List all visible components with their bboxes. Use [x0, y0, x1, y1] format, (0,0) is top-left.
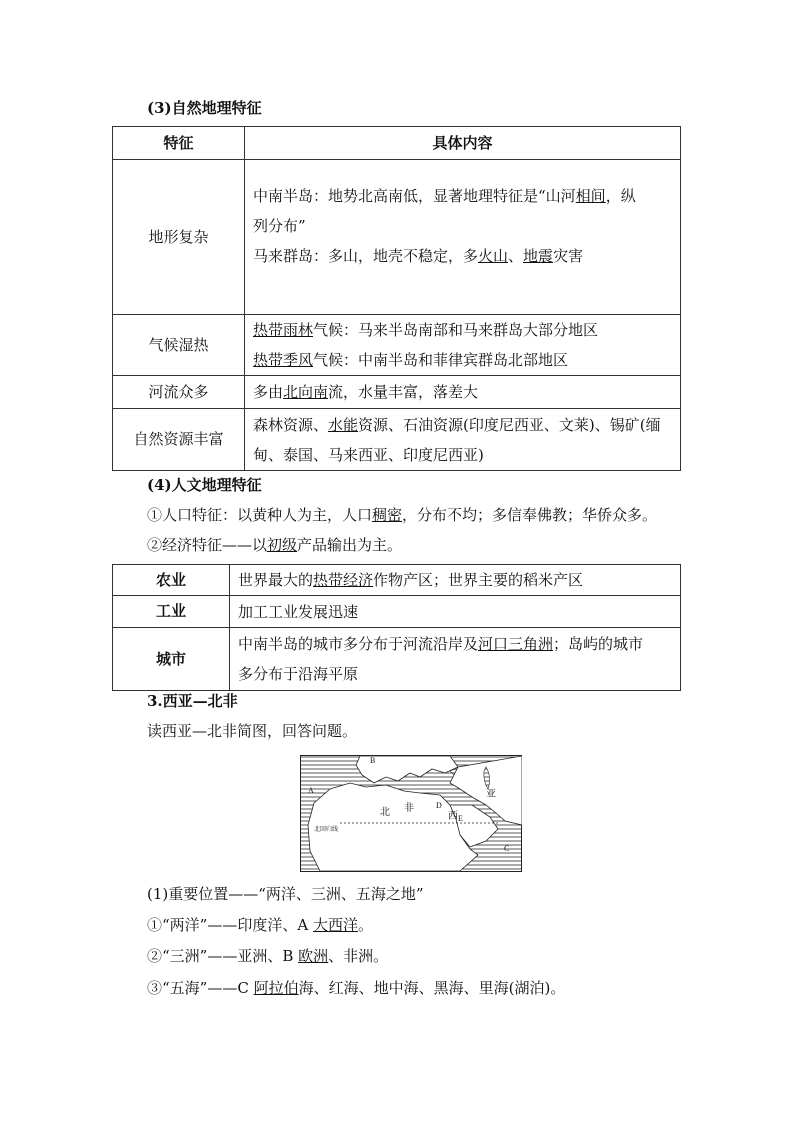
feature-cell: 自然资源丰富: [113, 409, 245, 471]
underlined-answer: 大西洋: [312, 916, 358, 934]
feature-cell: 河流众多: [113, 376, 245, 409]
text-segment: 世界最大的: [238, 571, 314, 589]
text-segment: ②“三洲”——亚洲、B: [147, 947, 299, 965]
text-segment: 气候：中南半岛和菲律宾群岛北部地区: [313, 351, 569, 369]
underlined-answer: 热带季风: [253, 351, 314, 369]
text-segment: 产品输出为主。: [297, 536, 403, 554]
text-segment: 中南半岛：地势北高南低，显著地理特征是“山河: [253, 187, 576, 205]
text-segment: 流，水量丰富，落差大: [328, 383, 479, 401]
content-line: [253, 211, 672, 241]
table-row: [113, 315, 681, 376]
content-line: [238, 629, 672, 659]
list-item: [147, 914, 373, 936]
underlined-answer: 阿拉伯: [253, 979, 299, 997]
underlined-answer: 地震: [523, 247, 554, 265]
content-line: [253, 345, 672, 375]
table-row: [113, 376, 681, 409]
text-segment: ，纵: [605, 187, 636, 205]
content-line: [253, 440, 672, 470]
economy-feature: [147, 534, 402, 556]
text-segment: 作物产区；世界主要的稻米产区: [373, 571, 584, 589]
table-row: [113, 565, 681, 596]
text-segment: 。: [357, 916, 373, 934]
content-line: [238, 597, 672, 627]
section-heading: 3.西亚—北非: [147, 692, 238, 710]
feature-cell: 气候湿热: [113, 315, 245, 376]
underlined-answer: 热带经济: [313, 571, 374, 589]
text-segment: 、非洲。: [328, 947, 389, 965]
table-row: [113, 596, 681, 628]
text-segment: ①人口特征：以黄种人为主，人口: [147, 506, 373, 524]
content-line: [253, 410, 672, 440]
content-line: [253, 181, 672, 211]
text-segment: 多分布于沿海平原: [238, 665, 359, 683]
text-segment: 列分布”: [253, 217, 306, 235]
header-content: 具体内容: [245, 127, 681, 160]
economy-table: [112, 564, 681, 691]
row-content: [230, 565, 681, 596]
label-xi: 西: [448, 811, 458, 822]
text-segment: 森林资源、: [253, 415, 329, 434]
table-row: [113, 409, 681, 471]
label-ya: 亚: [486, 789, 496, 800]
label-bei: 北: [380, 807, 390, 818]
text-segment: ，分布不均；多信奉佛教；华侨众多。: [402, 506, 658, 524]
list-item: [147, 977, 565, 999]
row-content: [230, 628, 681, 691]
content-cell: [245, 376, 681, 409]
content-line: [253, 241, 672, 271]
underlined-answer: 稠密: [372, 506, 403, 524]
underlined-answer: 热带雨林: [253, 321, 314, 339]
list-item: [147, 945, 388, 967]
label-e: E: [458, 814, 463, 823]
text-segment: 甸、泰国、马来西亚、印度尼西亚): [253, 445, 484, 464]
underlined-answer: 欧洲: [298, 947, 329, 965]
header-feature: 特征: [113, 127, 245, 160]
underlined-answer: 水能: [328, 415, 359, 434]
underlined-answer: 初级: [267, 536, 298, 554]
text-segment: 资源、石油资源(印度尼西亚、文莱)、锡矿(缅: [358, 415, 661, 434]
natural-features-table: [112, 126, 681, 471]
content-cell: [245, 315, 681, 376]
text-segment: 马来群岛：多山，地壳不稳定，多: [253, 247, 479, 265]
row-content: [230, 596, 681, 628]
underlined-answer: 北向南: [283, 383, 329, 401]
label-d: D: [436, 801, 442, 810]
text-segment: 海、红海、地中海、黑海、里海(湖泊)。: [298, 979, 566, 997]
table-header-row: [113, 127, 681, 160]
row-label: 城市: [113, 628, 230, 691]
map-instruction: 读西亚—北非简图，回答问题。: [147, 722, 358, 740]
content-cell: [245, 160, 681, 315]
text-segment: 、: [508, 247, 524, 265]
label-b: B: [370, 756, 376, 765]
feature-cell: 地形复杂: [113, 160, 245, 315]
label-a: A: [308, 786, 314, 795]
text-segment: 中南半岛的城市多分布于河流沿岸及: [238, 635, 479, 653]
text-segment: 多由: [253, 383, 284, 401]
section-heading: (4)人文地理特征: [147, 476, 262, 494]
population-feature: [147, 504, 657, 526]
text-segment: 灾害: [553, 247, 584, 265]
underlined-answer: 相间: [575, 187, 606, 205]
label-tropic: 北回归线: [314, 826, 339, 833]
content-line: [238, 659, 672, 689]
westasia-northafrica-map: [300, 755, 522, 872]
table-row: [113, 628, 681, 691]
question-heading: (1)重要位置——“两洋、三洲、五海之地”: [147, 885, 424, 903]
content-line: [253, 315, 672, 345]
content-line: [253, 377, 672, 407]
text-segment: 加工工业发展迅速: [238, 602, 359, 621]
text-segment: 气候：马来半岛南部和马来群岛大部分地区: [313, 321, 599, 339]
section-heading: (3)自然地理特征: [147, 99, 262, 117]
content-line: [238, 565, 672, 595]
text-segment: ①“两洋”——印度洋、A: [147, 916, 313, 934]
label-fei: 非: [404, 803, 414, 814]
underlined-answer: 火山: [478, 247, 509, 265]
text-segment: ；岛屿的城市: [553, 635, 644, 653]
table-row: [113, 160, 681, 315]
row-label: 工业: [113, 596, 230, 628]
row-label: 农业: [113, 565, 230, 596]
text-segment: ②经济特征——以: [147, 536, 268, 554]
content-cell: [245, 409, 681, 471]
underlined-answer: 河口三角洲: [478, 635, 554, 653]
label-c: C: [504, 844, 510, 853]
text-segment: ③“五海”——C: [147, 979, 254, 997]
